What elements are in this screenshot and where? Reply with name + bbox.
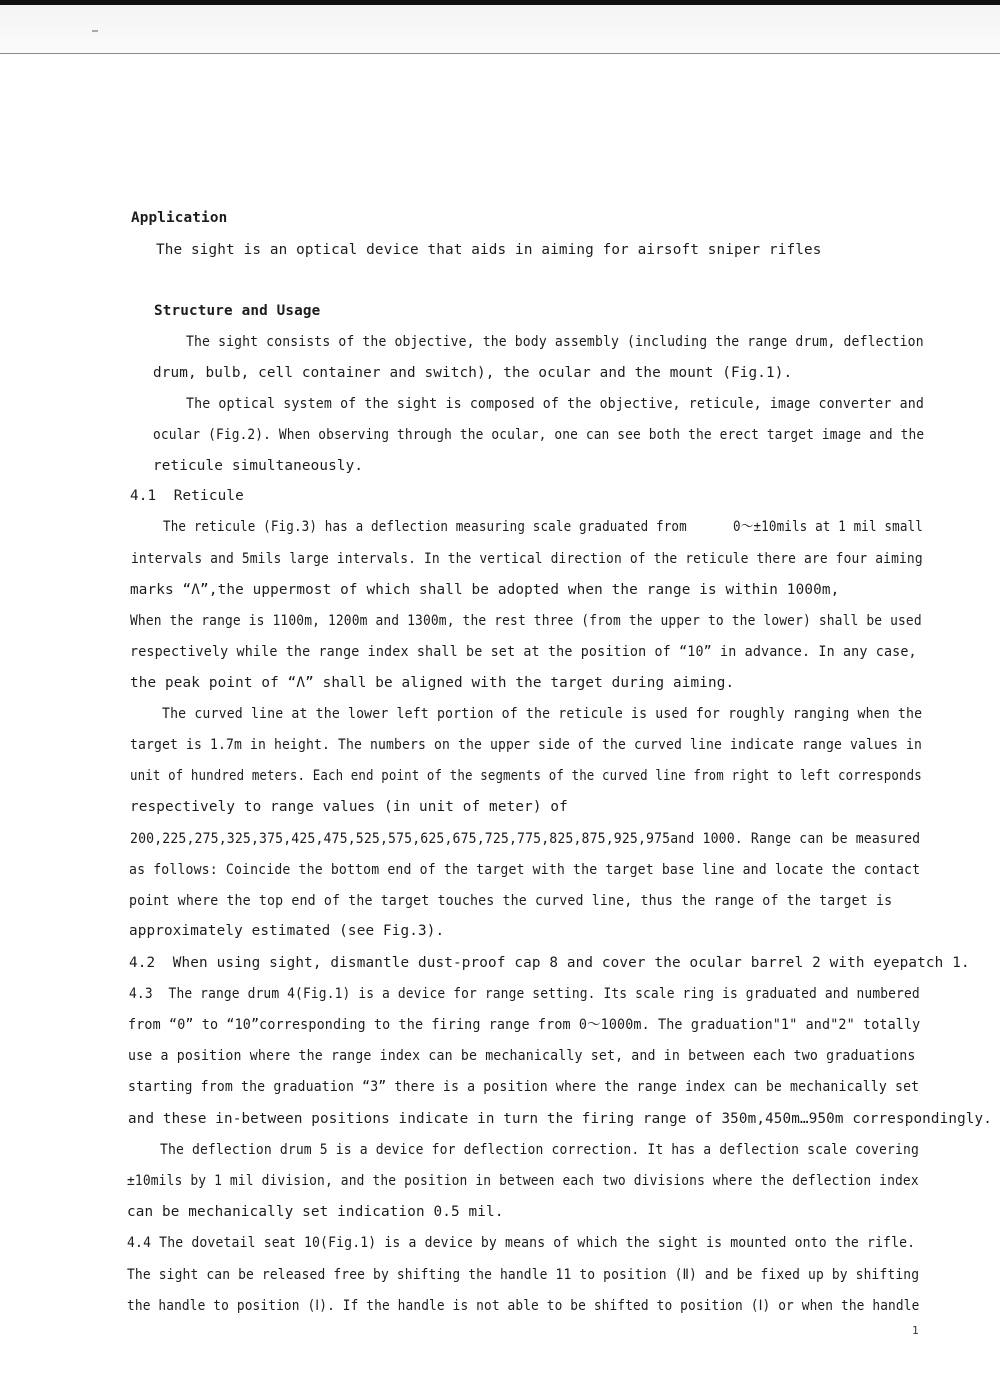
text-line: unit of hundred meters. Each end point of the segments of the curved line from right to left corresponds <box>130 768 922 784</box>
section-text: 4.3 The range drum 4(Fig.1) is a device for range setting. Its scale ring is graduated and numbered <box>129 986 920 1002</box>
section-text: 4.2 When using sight, dismantle dust-proof cap 8 and cover the ocular barrel 2 with eyepatch 1. <box>129 955 970 971</box>
text-line: The sight can be released free by shifting the handle 11 to position (Ⅱ) and be fixed up by shifting <box>127 1267 920 1283</box>
text-line: can be mechanically set indication 0.5 mil. <box>127 1204 504 1220</box>
text-line: The reticule (Fig.3) has a deflection measuring scale graduated from 0～±10mils at 1 mil small <box>163 519 923 535</box>
text-line: respectively to range values (in unit of meter) of <box>130 799 568 815</box>
text-line: The optical system of the sight is composed of the objective, reticule, image converter and <box>186 396 924 412</box>
text-line: drum, bulb, cell container and switch), the ocular and the mount (Fig.1). <box>153 365 793 381</box>
text-line: as follows: Coincide the bottom end of the target with the target base line and locate the contact <box>129 862 921 878</box>
text-line: 200,225,275,325,375,425,475,525,575,625,675,725,775,825,875,925,975and 1000. Range can be measured <box>130 831 921 847</box>
text-line: starting from the graduation “3” there is a position where the range index can be mechanically set <box>128 1079 920 1095</box>
text-line: respectively while the range index shall be set at the position of “10” in advance. In any case, <box>130 644 917 660</box>
text-line: from “0” to “10”corresponding to the firing range from 0～1000m. The graduation"1" and"2" totally <box>128 1017 921 1033</box>
text-line: The deflection drum 5 is a device for deflection correction. It has a deflection scale covering <box>160 1142 919 1158</box>
application-heading: Application <box>131 210 228 226</box>
text-line: the peak point of “Λ” shall be aligned with the target during aiming. <box>130 675 735 691</box>
text-line: point where the top end of the target touches the curved line, thus the range of the target is <box>129 893 893 909</box>
text-line: marks “Λ”,the uppermost of which shall be adopted when the range is within 1000m, <box>130 582 840 598</box>
page-number: 1 <box>912 1324 919 1337</box>
text-line: The sight consists of the objective, the body assembly (including the range drum, deflection <box>186 334 924 350</box>
structure-heading: Structure and Usage <box>154 303 321 319</box>
text-line: target is 1.7m in height. The numbers on the upper side of the curved line indicate range values in <box>130 737 922 753</box>
text-line: intervals and 5mils large intervals. In the vertical direction of the reticule there are four aiming <box>131 551 923 567</box>
text-line: and these in-between positions indicate in turn the firing range of 350m,450m…950m correspondingly. <box>128 1111 992 1127</box>
application-text: The sight is an optical device that aids in aiming for airsoft sniper rifles <box>156 242 822 258</box>
text-line: ocular (Fig.2). When observing through the ocular, one can see both the erect target image and the <box>153 427 925 443</box>
text-line: approximately estimated (see Fig.3). <box>129 923 445 939</box>
section-heading: 4.1 Reticule <box>130 488 244 504</box>
text-line: the handle to position (Ⅰ). If the handle is not able to be shifted to position (Ⅰ) or when the handle <box>127 1298 920 1314</box>
section-text: 4.4 The dovetail seat 10(Fig.1) is a device by means of which the sight is mounted onto the rifle. <box>127 1235 916 1251</box>
text-line: When the range is 1100m, 1200m and 1300m, the rest three (from the upper to the lower) shall be used <box>130 613 922 629</box>
text-line: use a position where the range index can be mechanically set, and in between each two graduations <box>128 1048 916 1064</box>
text-line: ±10mils by 1 mil division, and the position in between each two divisions where the deflection index <box>127 1173 919 1189</box>
text-line: reticule simultaneously. <box>153 458 364 474</box>
text-line: The curved line at the lower left portion of the reticule is used for roughly ranging when the <box>162 706 923 722</box>
